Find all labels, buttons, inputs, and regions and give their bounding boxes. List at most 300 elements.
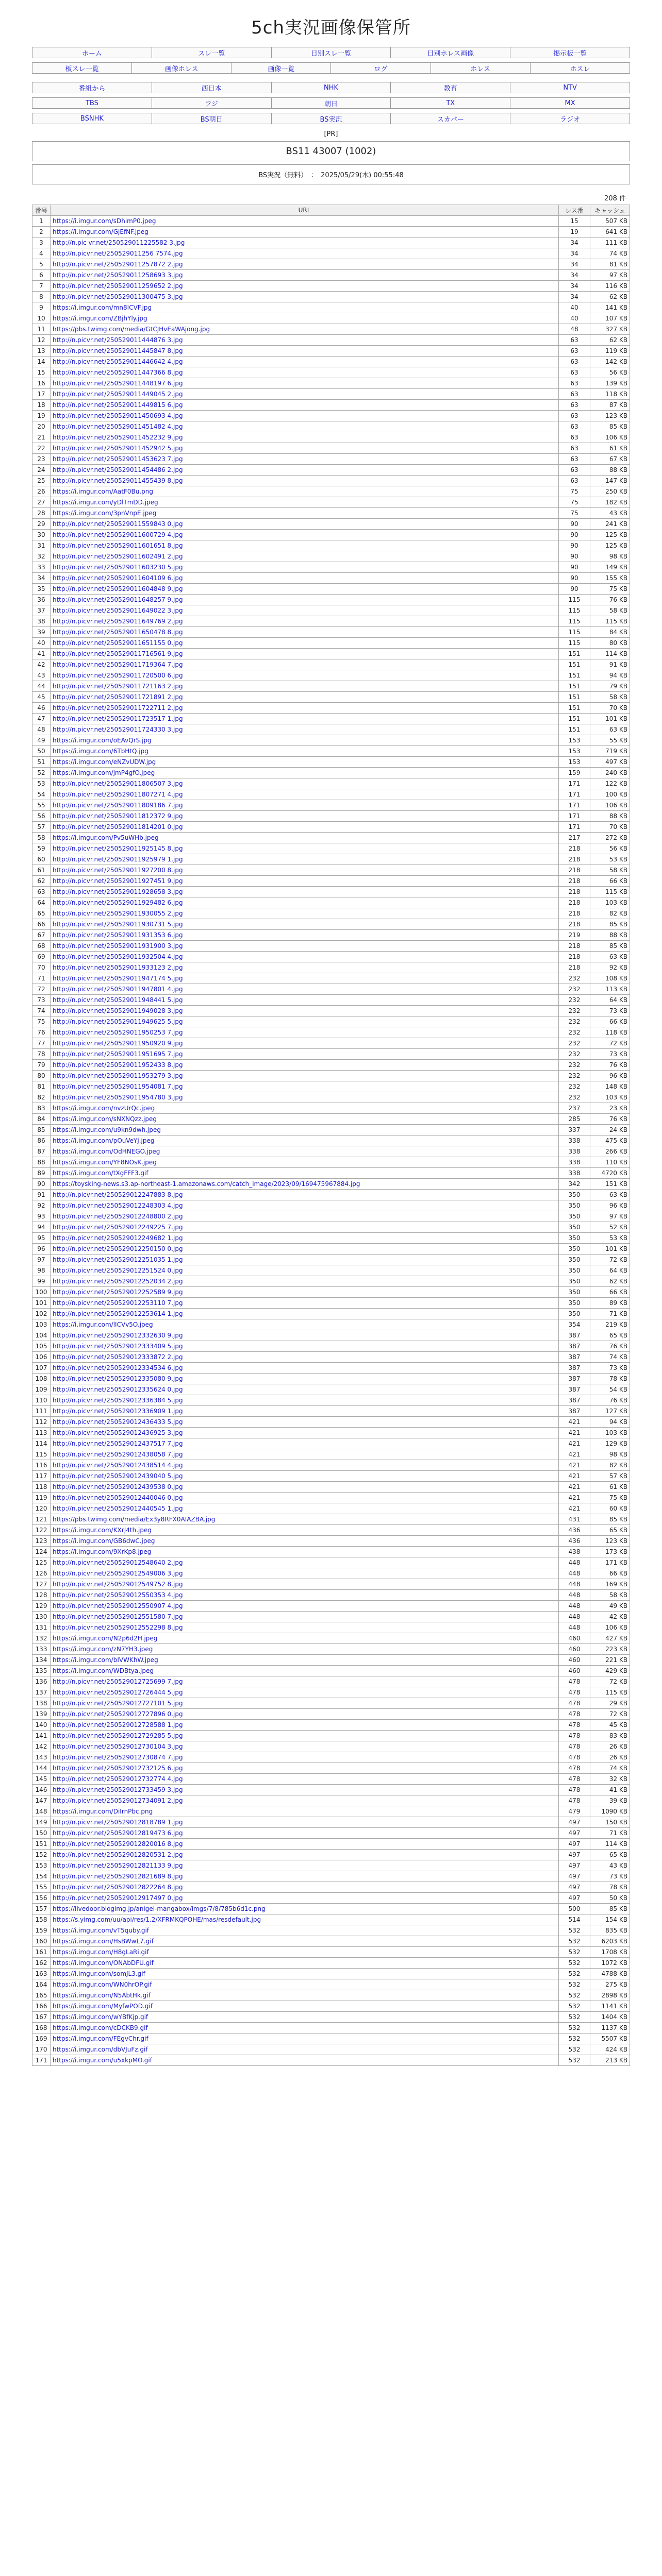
image-link[interactable]: https://i.imgur.com/u9kn9dwh.jpeg: [53, 1126, 161, 1133]
row-url-cell: [51, 1936, 559, 1947]
image-link[interactable]: http://n.picvr.net/250529011954081 7.jpg: [53, 1083, 183, 1090]
row-cache-size: 53 KB: [590, 1233, 630, 1244]
table-row: [32, 659, 630, 670]
image-link[interactable]: http://n.picvr.net/250529011716561 9.jpg: [53, 650, 183, 657]
row-number: 133: [32, 1644, 51, 1655]
row-url-cell: [51, 1330, 559, 1341]
row-cache-size: 74 KB: [590, 248, 630, 259]
image-link[interactable]: https://i.imgur.com/ONAbDFU.gif: [53, 1959, 154, 1967]
nav-link-row4-1[interactable]: フジ: [205, 100, 218, 108]
image-link[interactable]: https://i.imgur.com/tXgFFF3.gif: [53, 1170, 148, 1177]
image-link[interactable]: https://i.imgur.com/u5xkpMO.gif: [53, 2057, 152, 2064]
image-link[interactable]: http://n.pic vr.net/250529011225582 3.jpg: [53, 239, 185, 246]
image-link[interactable]: http://n.picvr.net/250529011449045 2.jpg: [53, 391, 183, 398]
nav-link-row5-4[interactable]: ラジオ: [560, 115, 581, 124]
nav-link-row2-3[interactable]: ログ: [374, 65, 388, 73]
image-link[interactable]: http://n.picvr.net/250529011445847 8.jpg: [53, 347, 183, 354]
nav-link-row2-4[interactable]: ホレス: [470, 65, 491, 73]
image-link[interactable]: http://n.picvr.net/250529011947801 4.jpg: [53, 986, 183, 993]
image-link[interactable]: http://n.picvr.net/250529012253614 1.jpg: [53, 1310, 183, 1317]
image-link[interactable]: http://n.picvr.net/250529011722711 2.jpg: [53, 704, 183, 711]
image-link[interactable]: http://n.picvr.net/250529011933123 2.jpg: [53, 964, 183, 971]
table-row: [32, 1720, 630, 1731]
nav-link-row5-3[interactable]: スカパー: [437, 115, 464, 124]
image-link[interactable]: http://n.picvr.net/250529011455439 8.jpg: [53, 477, 183, 484]
row-url-cell: [51, 1016, 559, 1027]
image-link[interactable]: https://i.imgur.com/jmP4gfO.jpeg: [53, 769, 155, 776]
nav-link-row1-3[interactable]: 日別ホレス画像: [427, 49, 474, 58]
image-link[interactable]: http://n.picvr.net/250529011947174 5.jpg: [53, 975, 183, 982]
image-link[interactable]: http://n.picvr.net/250529011559843 0.jpg: [53, 520, 183, 528]
image-link[interactable]: https://i.imgur.com/zN7YH3.jpeg: [53, 1646, 153, 1653]
nav-link-row2-5[interactable]: ホスレ: [570, 65, 590, 73]
image-link[interactable]: http://n.picvr.net/250529011602491 2.jpg: [53, 553, 183, 560]
image-link[interactable]: http://n.picvr.net/250529011724330 3.jpg: [53, 726, 183, 733]
image-link[interactable]: http://n.picvr.net/250529011447366 8.jpg: [53, 369, 183, 376]
row-number: 171: [32, 2055, 51, 2066]
image-link[interactable]: http://n.picvr.net/250529011259652 2.jpg: [53, 282, 183, 290]
image-link[interactable]: http://n.picvr.net/250529011300475 3.jpg: [53, 293, 183, 300]
image-link[interactable]: http://n.picvr.net/250529012730104 3.jpg: [53, 1743, 183, 1750]
image-link[interactable]: http://n.picvr.net/250529012549006 3.jpg: [53, 1570, 183, 1577]
image-link[interactable]: http://n.picvr.net/250529011720500 6.jpg: [53, 672, 183, 679]
nav-link-row4-0[interactable]: TBS: [85, 99, 98, 107]
image-link[interactable]: http://n.picvr.net/250529012437517 7.jpg: [53, 1440, 183, 1447]
image-link[interactable]: http://n.picvr.net/250529011452942 5.jpg: [53, 445, 183, 452]
image-link[interactable]: http://n.picvr.net/250529011723517 1.jpg: [53, 715, 183, 722]
row-res-number: 354: [559, 1319, 590, 1330]
image-link[interactable]: http://n.picvr.net/250529011721163 2.jpg: [53, 683, 183, 690]
row-cache-size: 149 KB: [590, 562, 630, 573]
table-row: [32, 876, 630, 887]
image-link[interactable]: http://n.picvr.net/250529011604109 6.jpg: [53, 574, 183, 582]
table-row: [32, 486, 630, 497]
image-link[interactable]: http://n.picvr.net/250529012729285 5.jpg: [53, 1732, 183, 1739]
image-link[interactable]: https://i.imgur.com/Pv5uWHb.jpeg: [53, 834, 159, 841]
image-link[interactable]: http://n.picvr.net/250529011452232 9.jpg: [53, 434, 183, 441]
nav-link-row3-4[interactable]: NTV: [563, 83, 577, 92]
row-res-number: 350: [559, 1211, 590, 1222]
image-link[interactable]: http://n.picvr.net/250529012332630 9.jpg: [53, 1332, 183, 1339]
image-link[interactable]: https://i.imgur.com/somJL3.gif: [53, 1970, 145, 1977]
image-link[interactable]: http://n.picvr.net/250529012728588 1.jpg: [53, 1721, 183, 1728]
image-link[interactable]: http://n.picvr.net/250529011927451 9.jpg: [53, 877, 183, 885]
image-link[interactable]: https://i.imgur.com/nvzUrQc.jpeg: [53, 1105, 155, 1112]
table-row: [32, 1287, 630, 1298]
row-url-cell: [51, 1244, 559, 1255]
image-link[interactable]: http://n.picvr.net/250529012335080 9.jpg: [53, 1375, 183, 1382]
row-number: 151: [32, 1839, 51, 1850]
row-number: 111: [32, 1406, 51, 1417]
image-link[interactable]: http://n.picvr.net/250529012821133 9.jpg: [53, 1862, 183, 1869]
nav-link-row4-2[interactable]: 朝日: [324, 100, 338, 108]
image-link[interactable]: https://i.imgur.com/N2p6d2H.jpeg: [53, 1635, 158, 1642]
row-number: 139: [32, 1709, 51, 1720]
image-link[interactable]: https://i.imgur.com/bIVWKhW.jpeg: [53, 1656, 158, 1664]
row-number: 143: [32, 1752, 51, 1763]
image-link[interactable]: http://n.picvr.net/250529012726444 5.jpg: [53, 1689, 183, 1696]
table-row: [32, 302, 630, 313]
image-link[interactable]: http://n.picvr.net/250529011949028 3.jpg: [53, 1007, 183, 1014]
image-link[interactable]: http://n.picvr.net/250529011449815 6.jpg: [53, 401, 183, 409]
row-cache-size: 250 KB: [590, 486, 630, 497]
image-link[interactable]: https://i.imgur.com/GjEfNF.jpeg: [53, 228, 148, 235]
nav-cell: [152, 47, 271, 58]
image-link[interactable]: http://n.picvr.net/250529012252589 9.jpg: [53, 1289, 183, 1296]
image-link[interactable]: http://n.picvr.net/250529012439538 0.jpg: [53, 1483, 183, 1490]
row-cache-size: 118 KB: [590, 1027, 630, 1038]
row-url-cell: [51, 735, 559, 746]
row-url-cell: [51, 1190, 559, 1200]
image-link[interactable]: http://n.picvr.net/250529011651155 0.jpg: [53, 639, 183, 647]
table-row: [32, 1612, 630, 1622]
image-link[interactable]: https://i.imgur.com/N5AbtHk.gif: [53, 1992, 151, 1999]
row-res-number: 448: [559, 1622, 590, 1633]
row-number: 30: [32, 530, 51, 540]
row-cache-size: 72 KB: [590, 1038, 630, 1049]
table-row: [32, 1417, 630, 1428]
row-number: 134: [32, 1655, 51, 1666]
image-link[interactable]: http://n.picvr.net/250529012250150 0.jpg: [53, 1245, 183, 1252]
image-link[interactable]: http://n.picvr.net/250529011601651 8.jpg: [53, 542, 183, 549]
nav-link-row5-0[interactable]: BSNHK: [80, 114, 104, 123]
image-link[interactable]: https://i.imgur.com/cDCKB9.gif: [53, 2024, 148, 2031]
row-cache-size: 4788 KB: [590, 1969, 630, 1979]
row-res-number: 532: [559, 2033, 590, 2044]
row-number: 24: [32, 465, 51, 476]
image-link[interactable]: http://n.picvr.net/250529011809186 7.jpg: [53, 802, 183, 809]
image-link[interactable]: http://n.picvr.net/250529011453623 7.jpg: [53, 455, 183, 463]
image-link[interactable]: http://n.picvr.net/250529011446642 4.jpg: [53, 358, 183, 365]
image-link[interactable]: http://n.picvr.net/250529011604848 9.jpg: [53, 585, 183, 592]
image-link[interactable]: https://i.imgur.com/oEAvQrS.jpg: [53, 737, 152, 744]
row-cache-size: 60 KB: [590, 1503, 630, 1514]
image-link[interactable]: https://i.imgur.com/sDhimP0.jpeg: [53, 217, 156, 225]
row-cache-size: 71 KB: [590, 1828, 630, 1839]
row-url-cell: [51, 973, 559, 984]
image-link[interactable]: http://n.picvr.net/250529011600729 4.jpg: [53, 531, 183, 538]
image-link[interactable]: http://n.picvr.net/250529012821689 8.jpg: [53, 1873, 183, 1880]
image-link[interactable]: http://n.picvr.net/250529012733459 3.jpg: [53, 1786, 183, 1793]
table-row: [32, 789, 630, 800]
row-url-cell: [51, 421, 559, 432]
row-url-cell: [51, 962, 559, 973]
image-link[interactable]: https://i.imgur.com/mn8ICVF.jpg: [53, 304, 152, 311]
row-number: 51: [32, 757, 51, 768]
row-cache-size: 85 KB: [590, 941, 630, 952]
row-url-cell: [51, 1590, 559, 1601]
row-res-number: 448: [559, 1568, 590, 1579]
image-link[interactable]: http://n.picvr.net/250529012732774 4.jpg: [53, 1775, 183, 1783]
row-url-cell: [51, 1763, 559, 1774]
image-link[interactable]: http://n.picvr.net/250529012822264 8.jpg: [53, 1884, 183, 1891]
image-link[interactable]: http://n.picvr.net/250529011950920 9.jpg: [53, 1040, 183, 1047]
image-link[interactable]: http://n.picvr.net/250529011814201 0.jpg: [53, 823, 183, 831]
image-link[interactable]: https://i.imgur.com/YF8NOsK.jpeg: [53, 1159, 157, 1166]
image-link[interactable]: https://i.imgur.com/yDlTmDD.jpeg: [53, 499, 158, 506]
image-link[interactable]: http://n.picvr.net/250529012820531 2.jpg: [53, 1851, 183, 1858]
image-link[interactable]: http://n.picvr.net/250529011930731 5.jpg: [53, 921, 183, 928]
image-link[interactable]: https://i.imgur.com/ZBjhYly.jpg: [53, 315, 147, 322]
image-link[interactable]: https://i.imgur.com/MyfwPOD.gif: [53, 2003, 153, 2010]
nav-link-row2-0[interactable]: 板スレ一覧: [65, 65, 99, 73]
image-link[interactable]: http://n.picvr.net/250529011258693 3.jpg: [53, 272, 183, 279]
row-url-cell: [51, 1893, 559, 1904]
image-link[interactable]: http://n.picvr.net/250529012440046 0.jpg: [53, 1494, 183, 1501]
nav-link-row1-0[interactable]: ホーム: [81, 49, 102, 58]
row-url-cell: [51, 1103, 559, 1114]
image-link[interactable]: http://n.picvr.net/250529011721891 2.jpg: [53, 693, 183, 701]
image-link[interactable]: http://n.picvr.net/250529012548640 2.jpg: [53, 1559, 183, 1566]
row-url-cell: [51, 1644, 559, 1655]
image-link[interactable]: https://i.imgur.com/vT5quby.gif: [53, 1927, 150, 1934]
image-link[interactable]: http://n.picvr.net/250529012438514 4.jpg: [53, 1462, 183, 1469]
image-link[interactable]: http://n.picvr.net/250529011930055 2.jpg: [53, 910, 183, 917]
image-link[interactable]: http://n.picvr.net/250529012819473 6.jpg: [53, 1829, 183, 1837]
table-row: [32, 1114, 630, 1125]
image-link[interactable]: http://n.picvr.net/250529012730874 7.jpg: [53, 1754, 183, 1761]
image-link[interactable]: http://n.picvr.net/250529012440545 1.jpg: [53, 1505, 183, 1512]
nav-link-row3-2[interactable]: NHK: [323, 83, 338, 92]
row-number: 104: [32, 1330, 51, 1341]
row-res-number: 448: [559, 1579, 590, 1590]
row-res-number: 90: [559, 540, 590, 551]
image-link[interactable]: http://n.picvr.net/250529011931353 6.jpg: [53, 931, 183, 939]
image-link[interactable]: http://n.picvr.net/250529011454486 2.jpg: [53, 466, 183, 473]
row-number: 158: [32, 1914, 51, 1925]
image-link[interactable]: http://n.picvr.net/250529011806507 3.jpg: [53, 780, 183, 787]
image-link[interactable]: http://n.picvr.net/250529011603230 5.jpg: [53, 564, 183, 571]
image-link[interactable]: http://n.picvr.net/250529011929482 6.jpg: [53, 899, 183, 906]
image-link[interactable]: http://n.picvr.net/250529011450693 4.jpg: [53, 412, 183, 419]
image-link[interactable]: http://n.picvr.net/250529011925145 8.jpg: [53, 845, 183, 852]
image-link[interactable]: https://i.imgur.com/DiIrnPbc.png: [53, 1808, 153, 1815]
table-row: [32, 443, 630, 454]
image-link[interactable]: https://i.imgur.com/wYBfKjp.gif: [53, 2013, 148, 2021]
image-link[interactable]: http://n.picvr.net/250529012550353 4.jpg: [53, 1591, 183, 1599]
image-link[interactable]: https://toysking-news.s3.ap-northeast-1.amazonaws.com/catch_image/2023/09/169475967884.jpg: [53, 1180, 360, 1188]
nav-link-row1-1[interactable]: スレ一覧: [198, 49, 225, 58]
image-link[interactable]: https://i.imgur.com/lICVv5O.jpeg: [53, 1321, 153, 1328]
image-link[interactable]: http://n.picvr.net/250529012917497 0.jpg: [53, 1894, 183, 1902]
image-link[interactable]: http://n.picvr.net/250529012248800 2.jpg: [53, 1213, 183, 1220]
row-url-cell: [51, 1839, 559, 1850]
row-cache-size: 94 KB: [590, 1417, 630, 1428]
image-link[interactable]: https://i.imgur.com/6TbHtQ.jpg: [53, 748, 148, 755]
image-link[interactable]: http://n.picvr.net/250529011925979 1.jpg: [53, 856, 183, 863]
row-url-cell: [51, 2055, 559, 2066]
image-link[interactable]: http://n.picvr.net/250529011444876 3.jpg: [53, 336, 183, 344]
image-link[interactable]: https://i.imgur.com/eNZvUDW.jpg: [53, 758, 156, 766]
image-link[interactable]: http://n.picvr.net/250529012820016 8.jpg: [53, 1840, 183, 1848]
image-link[interactable]: https://i.imgur.com/WDBtya.jpeg: [53, 1667, 154, 1674]
image-link[interactable]: http://n.picvr.net/250529011812372 9.jpg: [53, 812, 183, 820]
row-res-number: 350: [559, 1298, 590, 1309]
image-link[interactable]: http://n.picvr.net/250529012251524 0.jpg: [53, 1267, 183, 1274]
row-res-number: 159: [559, 768, 590, 778]
image-link[interactable]: http://n.picvr.net/250529012335624 0.jpg: [53, 1386, 183, 1393]
image-link[interactable]: http://n.picvr.net/250529012552298 8.jpg: [53, 1624, 183, 1631]
image-link[interactable]: http://n.picvr.net/250529011807271 4.jpg: [53, 791, 183, 798]
image-link[interactable]: http://n.picvr.net/250529012251035 1.jpg: [53, 1256, 183, 1263]
image-link[interactable]: http://n.picvr.net/250529011932504 4.jpg: [53, 953, 183, 960]
image-link[interactable]: http://n.picvr.net/250529011256 7574.jpg: [53, 250, 183, 257]
image-link[interactable]: http://n.picvr.net/250529012436925 3.jpg: [53, 1429, 183, 1436]
image-link[interactable]: https://i.imgur.com/KXrJ4th.jpeg: [53, 1527, 152, 1534]
row-res-number: 421: [559, 1493, 590, 1503]
image-link[interactable]: http://n.picvr.net/250529011648257 9.jpg: [53, 596, 183, 603]
row-cache-size: 32 KB: [590, 1774, 630, 1785]
image-link[interactable]: http://n.picvr.net/250529012336909 1.jpg: [53, 1408, 183, 1415]
image-link[interactable]: http://n.picvr.net/250529012725699 7.jpg: [53, 1678, 183, 1685]
nav-link-row3-1[interactable]: 西日本: [201, 84, 222, 93]
row-url-cell: [51, 270, 559, 281]
row-url-cell: [51, 346, 559, 357]
image-link[interactable]: http://n.picvr.net/250529012249225 7.jpg: [53, 1224, 183, 1231]
row-res-number: 232: [559, 1071, 590, 1081]
row-res-number: 34: [559, 248, 590, 259]
image-link[interactable]: http://n.picvr.net/250529012336384 5.jpg: [53, 1397, 183, 1404]
image-link[interactable]: https://i.imgur.com/GB6dwC.jpeg: [53, 1537, 155, 1545]
image-link[interactable]: http://n.picvr.net/250529012818789 1.jpg: [53, 1819, 183, 1826]
row-number: 87: [32, 1146, 51, 1157]
table-row: [32, 681, 630, 692]
row-res-number: 63: [559, 335, 590, 346]
image-link[interactable]: http://n.picvr.net/250529012252034 2.jpg: [53, 1278, 183, 1285]
nav-link-row3-3[interactable]: 教育: [443, 84, 457, 93]
image-link[interactable]: http://n.picvr.net/250529011451482 4.jpg: [53, 423, 183, 430]
image-link[interactable]: http://n.picvr.net/250529012333409 5.jpg: [53, 1343, 183, 1350]
nav-row-2: [32, 62, 630, 74]
table-row: [32, 1795, 630, 1806]
image-link[interactable]: http://n.picvr.net/250529011931900 3.jpg: [53, 942, 183, 950]
row-cache-size: 29 KB: [590, 1698, 630, 1709]
row-number: 141: [32, 1731, 51, 1741]
image-link[interactable]: http://n.picvr.net/250529011952433 8.jpg: [53, 1061, 183, 1069]
image-link[interactable]: http://n.picvr.net/250529012436433 5.jpg: [53, 1418, 183, 1426]
image-link[interactable]: http://n.picvr.net/250529012439040 5.jpg: [53, 1472, 183, 1480]
row-url-cell: [51, 789, 559, 800]
nav-link-row2-2[interactable]: 画像一覧: [268, 65, 295, 73]
image-link[interactable]: http://n.picvr.net/250529011650478 8.jpg: [53, 629, 183, 636]
image-link[interactable]: https://i.imgur.com/HsBWwL7.gif: [53, 1938, 154, 1945]
image-link[interactable]: https://pbs.twimg.com/media/GtCJHvEaWAjong.jpg: [53, 326, 210, 333]
image-link[interactable]: https://i.imgur.com/AatF0Bu.png: [53, 488, 154, 495]
image-link[interactable]: http://n.picvr.net/250529012438058 7.jpg: [53, 1451, 183, 1458]
image-link[interactable]: http://n.picvr.net/250529011649769 2.jpg: [53, 618, 183, 625]
table-row: [32, 1817, 630, 1828]
nav-link-row1-4[interactable]: 掲示板一覧: [553, 49, 587, 58]
row-number: 18: [32, 400, 51, 411]
image-link[interactable]: http://n.picvr.net/250529012333872 2.jpg: [53, 1353, 183, 1361]
image-link[interactable]: http://n.picvr.net/250529012549752 8.jpg: [53, 1581, 183, 1588]
image-link[interactable]: http://n.picvr.net/250529012550907 4.jpg: [53, 1602, 183, 1609]
image-link[interactable]: http://n.picvr.net/250529012334534 6.jpg: [53, 1364, 183, 1371]
image-link[interactable]: http://n.picvr.net/250529011954780 3.jpg: [53, 1094, 183, 1101]
image-link[interactable]: http://n.picvr.net/250529011719364 7.jpg: [53, 661, 183, 668]
nav-link-row5-1[interactable]: BS朝日: [200, 115, 223, 124]
row-res-number: 232: [559, 1006, 590, 1016]
row-cache-size: 103 KB: [590, 897, 630, 908]
table-row: [32, 1503, 630, 1514]
row-cache-size: 424 KB: [590, 2044, 630, 2055]
nav-link-row1-2[interactable]: 日別スレ一覧: [310, 49, 351, 58]
nav-link-row4-3[interactable]: TX: [446, 99, 455, 107]
row-number: 1: [32, 216, 51, 227]
table-row: [32, 1774, 630, 1785]
row-url-cell: [51, 681, 559, 692]
image-link[interactable]: https://i.imgur.com/pOuVeYj.jpeg: [53, 1137, 155, 1144]
image-link[interactable]: https://i.imgur.com/sNXNQzz.jpeg: [53, 1115, 157, 1123]
image-link[interactable]: https://i.imgur.com/OdHNEGO.jpeg: [53, 1148, 160, 1155]
image-link[interactable]: https://pbs.twimg.com/media/Ex3y8RFX0AIAZBA.jpg: [53, 1516, 216, 1523]
image-link[interactable]: https://i.imgur.com/FEgvChr.gif: [53, 2035, 148, 2042]
image-link[interactable]: https://i.imgur.com/3pnVnpE.jpeg: [53, 510, 157, 517]
row-url-cell: [51, 822, 559, 833]
image-link[interactable]: https://i.imgur.com/WN0hrOP.gif: [53, 1981, 152, 1988]
row-res-number: 350: [559, 1233, 590, 1244]
row-url-cell: [51, 573, 559, 584]
image-link[interactable]: https://i.imgur.com/dbVJuFz.gif: [53, 2046, 148, 2053]
image-link[interactable]: http://n.picvr.net/250529011927200 8.jpg: [53, 867, 183, 874]
image-link[interactable]: http://n.picvr.net/250529011649022 3.jpg: [53, 607, 183, 614]
image-link[interactable]: http://n.picvr.net/250529011257872 2.jpg: [53, 261, 183, 268]
row-res-number: 350: [559, 1190, 590, 1200]
image-link[interactable]: https://i.imgur.com/H8gLaRi.gif: [53, 1948, 149, 1956]
image-link[interactable]: http://n.picvr.net/250529012248303 4.jpg: [53, 1202, 183, 1209]
row-url-cell: [51, 1774, 559, 1785]
table-row: [32, 1352, 630, 1363]
nav-link-row5-2[interactable]: BS実況: [320, 115, 342, 124]
image-link[interactable]: http://n.picvr.net/250529012249682 1.jpg: [53, 1234, 183, 1242]
row-cache-size: 116 KB: [590, 281, 630, 292]
table-row: [32, 1092, 630, 1103]
image-link[interactable]: https://i.imgur.com/9XrKp8.jpeg: [53, 1548, 152, 1555]
image-link[interactable]: http://n.picvr.net/250529012247883 8.jpg: [53, 1191, 183, 1198]
image-link[interactable]: http://n.picvr.net/250529012727896 0.jpg: [53, 1710, 183, 1718]
row-cache-size: 61 KB: [590, 443, 630, 454]
image-link[interactable]: http://n.picvr.net/250529012734091 2.jpg: [53, 1797, 183, 1804]
image-link[interactable]: http://n.picvr.net/250529011948441 5.jpg: [53, 996, 183, 1004]
image-link[interactable]: http://n.picvr.net/250529012732125 6.jpg: [53, 1765, 183, 1772]
image-link[interactable]: http://n.picvr.net/250529011953279 3.jpg: [53, 1072, 183, 1079]
row-url-cell: [51, 811, 559, 822]
nav-link-row4-4[interactable]: MX: [565, 99, 575, 107]
row-url-cell: [51, 1828, 559, 1839]
image-link[interactable]: http://n.picvr.net/250529011448197 6.jpg: [53, 380, 183, 387]
nav-link-row3-0[interactable]: 番組から: [78, 84, 106, 93]
image-link[interactable]: http://n.picvr.net/250529011928658 3.jpg: [53, 888, 183, 895]
image-link[interactable]: http://n.picvr.net/250529011949625 5.jpg: [53, 1018, 183, 1025]
image-link[interactable]: http://n.picvr.net/250529012253110 7.jpg: [53, 1299, 183, 1307]
image-link[interactable]: http://n.picvr.net/250529012727101 5.jpg: [53, 1700, 183, 1707]
row-number: 135: [32, 1666, 51, 1676]
nav-link-row2-1[interactable]: 画像ホレス: [164, 65, 198, 73]
row-url-cell: [51, 432, 559, 443]
image-link[interactable]: http://n.picvr.net/250529011950253 7.jpg: [53, 1029, 183, 1036]
image-link[interactable]: http://n.picvr.net/250529012551580 7.jpg: [53, 1613, 183, 1620]
table-row: [32, 1936, 630, 1947]
row-number: 157: [32, 1904, 51, 1914]
image-link[interactable]: https://livedoor.blogimg.jp/anigei-mangabox/imgs/7/8/785b6d1c.png: [53, 1905, 266, 1912]
row-res-number: 479: [559, 1806, 590, 1817]
image-link[interactable]: https://s.yimg.com/uu/api/res/1.2/XFRMKQPOHE/mas/resdefault.jpg: [53, 1916, 261, 1923]
table-row: [32, 724, 630, 735]
row-url-cell: [51, 1557, 559, 1568]
row-cache-size: 173 KB: [590, 1547, 630, 1557]
image-link[interactable]: http://n.picvr.net/250529011951695 7.jpg: [53, 1050, 183, 1058]
row-cache-size: 129 KB: [590, 1438, 630, 1449]
